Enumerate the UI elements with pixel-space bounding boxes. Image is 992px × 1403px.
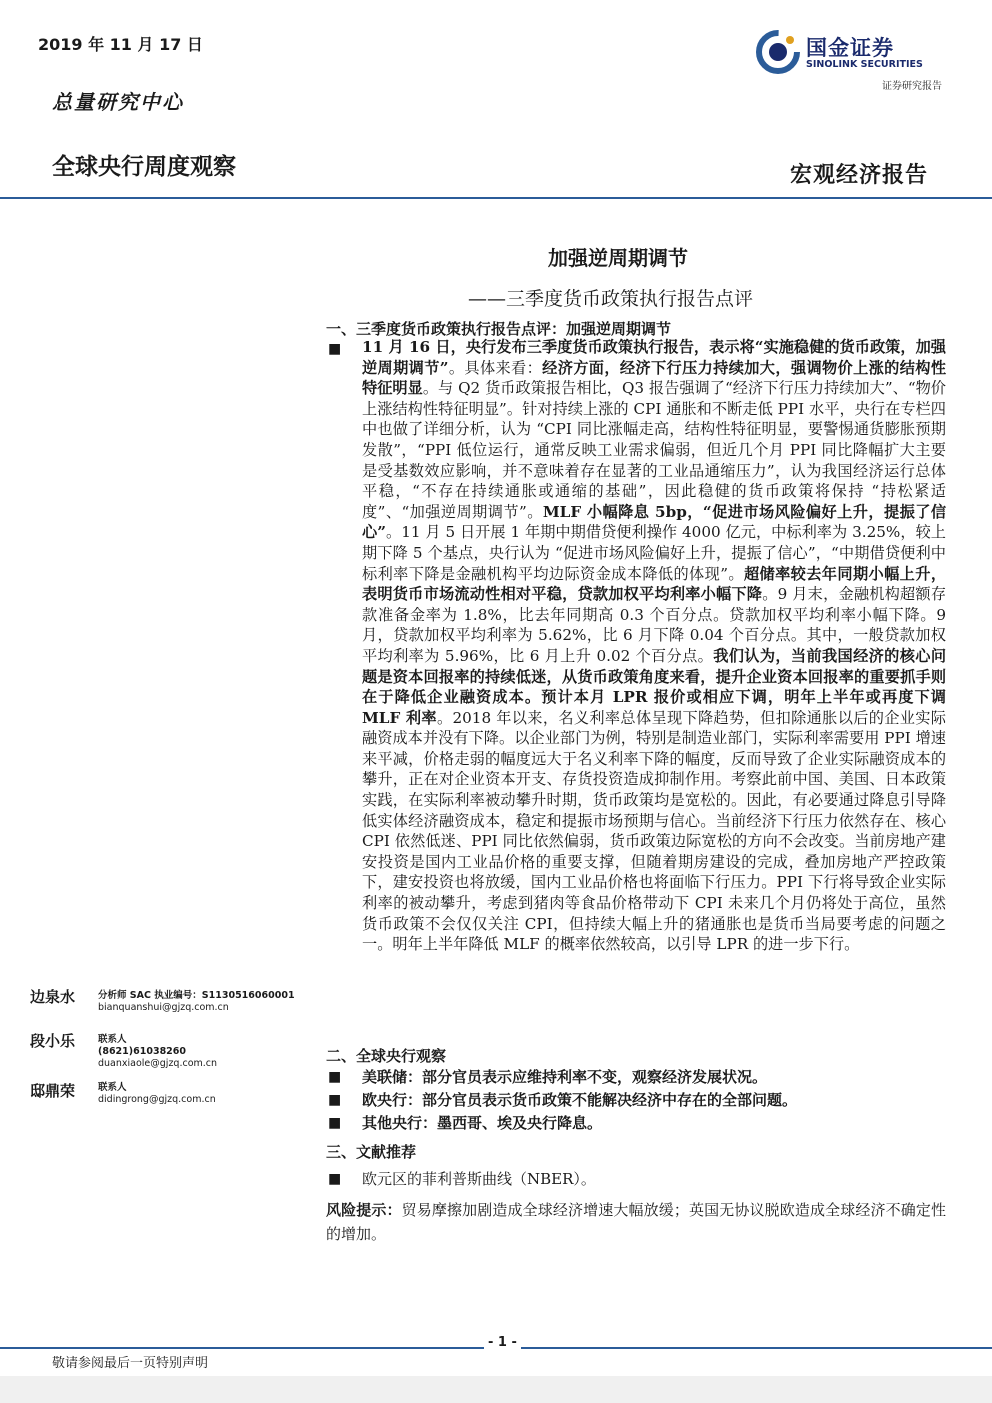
- analyst-contact: [98, 990, 295, 1014]
- company-logo: [756, 30, 946, 74]
- global-item-others: 其他央行：墨西哥、埃及央行降息。: [362, 1114, 603, 1132]
- report-subtitle: ——三季度货币政策执行报告点评: [468, 288, 754, 310]
- contact-info: [98, 1034, 217, 1070]
- bullet-icon: [328, 343, 340, 355]
- contact-name: 段小乐: [30, 1032, 76, 1050]
- sinolink-logo-icon: [756, 30, 800, 74]
- section-2-heading: 二、全球央行观察: [326, 1047, 447, 1065]
- global-item-ecb: 欧央行：部分官员表示货币政策不能解决经济中存在的全部问题。: [362, 1091, 798, 1109]
- contact-role: 联系人: [98, 1082, 127, 1093]
- main-analysis-paragraph: [362, 337, 946, 955]
- contact-email[interactable]: duanxiaole@gjzq.com.cn: [98, 1058, 218, 1069]
- analyst-license: 分析师 SAC 执业编号：S1130516060001: [98, 990, 295, 1001]
- page-number: - 1 -: [484, 1335, 521, 1350]
- bold-text-run: 11 月 16 日，央行发布三季度货币政策执行报告，表示将“实施稳健的货币政策，加强逆周期调节”: [362, 338, 946, 377]
- contact-role: 联系人: [98, 1034, 127, 1045]
- report-date: 2019 年 11 月 17 日: [38, 35, 203, 54]
- bold-text-run: 我们认为，当前我国经济的核心问题是资本回报率的持续低迷，从货币政策角度来看，提升企业资本回报率的重要抓手则在于降低企业融资成本。预计本月 LPR 报价或相应下调，明年上半年或再度下调 MLF 利率: [362, 646, 947, 727]
- bullet-icon: [328, 1173, 340, 1185]
- analyst-email[interactable]: bianquanshui@gjzq.com.cn: [98, 1002, 229, 1013]
- contact-email[interactable]: didingrong@gjzq.com.cn: [98, 1094, 216, 1105]
- report-title: 加强逆周期调节: [548, 246, 688, 270]
- text-run: 。11 月 5 日开展 1 年期中期借贷便利操作 4000 亿元，中标利率为 3.25%，较上期下降 5 个基点，央行认为 “促进市场风险偏好上升，提振了信心”，“中期借贷便利中标利率下降是金融机构平均边际资金成本降低的体现”。: [362, 523, 946, 583]
- logo-name-cn: 国金证券: [806, 36, 894, 60]
- risk-label: 风险提示：: [326, 1201, 402, 1219]
- risk-warning: [326, 1198, 946, 1246]
- bold-text-run: MLF 小幅降息 5bp，“促进市场风险偏好上升，提振了信心”: [362, 502, 947, 542]
- text-run: 。与 Q2 货币政策报告相比，Q3 报告强调了“经济下行压力持续加大”、“物价上涨结构性特征明显”。针对持续上涨的 CPI 通胀和不断走低 PPI 水平，央行在专栏四中也做了详细分析，认为 “CPI 同比涨幅走高，结构性特征明显，要警惕通货膨胀预期发散”，“PPI 低位运行，通常反映工业需求偏弱，但近几个月 PPI 同比降幅扩大主要是受基数效应影响，并不意味着存在显著的工业品通缩压力”，认为我国经济运行总体平稳，“不存在持续通胀或通缩的基础”，因此稳健的货币政策将保持 “持松紧适度”、“加强逆周期调节”。: [362, 379, 946, 521]
- disclaimer-note: 敬请参阅最后一页特别声明: [52, 1356, 209, 1371]
- footer-band: [0, 1376, 992, 1403]
- bullet-icon: [328, 1071, 340, 1083]
- bold-text-run: 超储率较去年同期小幅上升，表明货币市场流动性相对平稳，贷款加权平均利率小幅下降: [362, 564, 947, 604]
- analyst-name: 边泉水: [30, 988, 76, 1006]
- bullet-icon: [328, 1117, 340, 1129]
- report-series-title: 全球央行周度观察: [52, 154, 236, 180]
- contact-phone: (8621)61038260: [98, 1046, 187, 1057]
- bullet-icon: [328, 1094, 340, 1106]
- text-run: 。9 月末，金融机构超额存款准备金率为 1.8%，比去年同期高 0.3 个百分点。贷款加权平均利率小幅下降。9 月，贷款加权平均利率为 5.62%，比 6 月下降 0.04 个百分点。其中，一般贷款加权平均利率为 5.96%，比 6 月上升 0.02 个百分点。: [362, 585, 947, 665]
- global-item-fed: 美联储：部分官员表示应维持利率不变，观察经济发展状况。: [362, 1068, 768, 1086]
- bold-text-run: 经济方面，经济下行压力持续加大，强调物价上涨的结构性特征明显: [362, 358, 947, 398]
- header-divider: [0, 197, 992, 199]
- contact-name: 邸鼎荣: [30, 1082, 76, 1100]
- section-1-heading: 一、三季度货币政策执行报告点评：加强逆周期调节: [326, 320, 672, 338]
- text-run: 。具体来看：: [448, 358, 543, 377]
- risk-text: 贸易摩擦加剧造成全球经济增速大幅放缓；英国无协议脱欧造成全球经济不确定性的增加。: [326, 1201, 946, 1243]
- literature-item: 欧元区的菲利普斯曲线（NBER）。: [362, 1170, 596, 1188]
- logo-name-en: SINOLINK SECURITIES: [806, 59, 923, 70]
- contact-info: [98, 1082, 216, 1106]
- text-run: 。2018 年以来，名义利率总体呈现下降趋势，但扣除通胀以后的企业实际融资成本并没有下降。以企业部门为例，特别是制造业部门，实际利率需要用 PPI 增速来平减，价格走弱的幅度远大于名义利率下降的幅度，反而导致了企业实际融资成本的攀升，正在对企业资本开支、存货投资造成抑制作用。考察此前中国、美国、日本政策实践，在实际利率被动攀升时期，货币政策均是宽松的。因此，有必要通过降息引导降低实体经济融资成本，稳定和提振市场预期与信心。当前经济下行压力依然存在、核心 CPI 依然低迷、PPI 同比依然偏弱，货币政策边际宽松的方向不会改变。当前房地产建安投资是国内工业品价格的重要支撑，但随着期房建设的完成，叠加房地产严控政策下，建安投资也将放缓，国内工业品价格也将面临下行压力。PPI 下行将导致企业实际利率的被动攀升，考虑到猪肉等食品价格带动下 CPI 未来几个月仍将处于高位，虽然货币政策不会仅仅关注 CPI，但持续大幅上升的猪通胀也是货币当局要考虑的问题之一。明年上半年降低 MLF 的概率依然较高，以引导 LPR 的进一步下行。: [362, 708, 946, 954]
- securities-research-note: 证券研究报告: [882, 81, 942, 92]
- report-type: 宏观经济报告: [789, 162, 928, 188]
- section-3-heading: 三、文献推荐: [326, 1143, 417, 1161]
- department-label: 总量研究中心: [52, 90, 184, 114]
